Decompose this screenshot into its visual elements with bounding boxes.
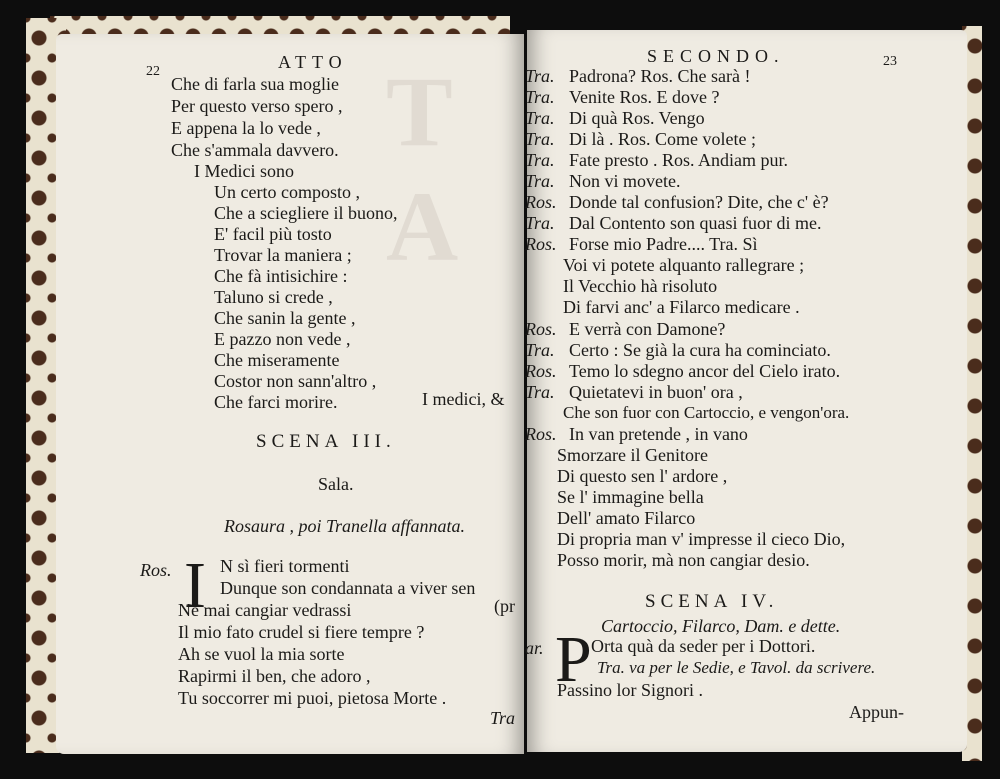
verse-line: Che fà intisichire :: [214, 266, 348, 286]
speaker-label: Tra.: [525, 171, 555, 191]
dialogue-line: E verrà con Damone?: [569, 319, 726, 339]
aria-line: Dunque son condannata a viver sen: [220, 578, 476, 598]
speaker-label: Ros.: [525, 361, 557, 381]
verse-line: Che a sciegliere il buono,: [214, 203, 398, 223]
dialogue-line: Quietatevi in buon' ora ,: [569, 382, 743, 402]
speaker-label: Tra.: [525, 108, 555, 128]
right-page: [527, 30, 967, 752]
stage-direction: Tra. va per le Sedie, e Tavol. da scrivere.: [597, 658, 876, 677]
speaker-label: Tra.: [525, 87, 555, 107]
final-line: Passino lor Signori .: [557, 680, 704, 700]
dialogue-line: Di farvi anc' a Filarco medicare .: [563, 297, 800, 317]
aria-line: Il mio fato crudel si fiere tempre ?: [178, 622, 425, 642]
dialogue-line: Di questo sen l' ardore ,: [557, 466, 728, 486]
speaker-label: Ros.: [525, 234, 557, 254]
dialogue-line: Forse mio Padre.... Tra. Sì: [569, 234, 758, 254]
scene-heading: SCENA III.: [256, 431, 396, 452]
verse-line: Che di farla sua moglie: [171, 74, 339, 94]
page-number: 22: [146, 64, 160, 79]
speaker-label: Ros.: [525, 319, 557, 339]
dialogue-line: In van pretende , in vano: [569, 424, 748, 444]
verse-line: Trovar la maniera ;: [214, 245, 352, 265]
speaker-label: Ros.: [525, 192, 557, 212]
verse-line: E pazzo non vede ,: [214, 329, 351, 349]
verse-line: Che farci morire.: [214, 392, 338, 412]
dialogue-line: Di propria man v' impresse il cieco Dio,: [557, 529, 846, 549]
aria-line-turnover: (pr: [494, 596, 515, 616]
dialogue-line: Che son fuor con Cartoccio, e vengon'ora.: [563, 403, 850, 422]
scene-characters: Cartoccio, Filarco, Dam. e dette.: [601, 616, 841, 636]
dialogue-line: Non vi movete.: [569, 171, 681, 191]
drop-cap: I: [184, 549, 206, 622]
verse-line: E' facil più tosto: [214, 224, 332, 244]
dialogue-line: Voi vi potete alquanto rallegrare ;: [563, 255, 805, 275]
verse-line: I medici, &: [422, 389, 505, 409]
speaker-label: Tra.: [525, 213, 555, 233]
aria-line: Tu soccorrer mi puoi, pietosa Morte .: [178, 688, 447, 708]
dialogue-line: Certo : Se già la cura ha cominciato.: [569, 340, 831, 360]
dialogue-line: Venite Ros. E dove ?: [569, 87, 720, 107]
catchword: Appun-: [849, 702, 904, 722]
dialogue-line: Il Vecchio hà risoluto: [563, 276, 718, 296]
verse-line: Per questo verso spero ,: [171, 96, 343, 116]
dialogue-line: Dell' amato Filarco: [557, 508, 696, 528]
speaker-label: ar.: [525, 638, 544, 658]
verse-line: Un certo composto ,: [214, 182, 360, 202]
scene-characters: Rosaura , poi Tranella affannata.: [224, 516, 466, 536]
running-head: ATTO: [278, 52, 348, 72]
speaker-label: Tra.: [525, 129, 555, 149]
dialogue-line: Temo lo sdegno ancor del Cielo irato.: [569, 361, 841, 381]
aria-line: Ah se vuol la mia sorte: [178, 644, 345, 664]
left-page: [56, 34, 524, 754]
dialogue-line: Donde tal confusion? Dite, che c' è?: [569, 192, 829, 212]
verse-line: I Medici sono: [194, 161, 294, 181]
scene-setting: Sala.: [318, 474, 354, 494]
speaker-label: Ros.: [525, 424, 557, 444]
verse-line: Che s'ammala davvero.: [171, 140, 339, 160]
speaker-label: Tra.: [525, 382, 555, 402]
dialogue-line: Smorzare il Genitore: [557, 445, 708, 465]
aria-line: Nè mai cangiar vedrassi: [178, 600, 352, 620]
dialogue-line: Padrona? Ros. Che sarà !: [569, 66, 751, 86]
speaker-label: Tra.: [525, 66, 555, 86]
dialogue-line: Di là . Ros. Come volete ;: [569, 129, 756, 149]
dialogue-line: Se l' immagine bella: [557, 487, 704, 507]
final-line: Orta quà da seder per i Dottori.: [591, 636, 816, 656]
dialogue-line: Posso morir, mà non cangiar desio.: [557, 550, 810, 570]
running-head: SECONDO.: [647, 46, 785, 66]
speaker-label: Tra.: [525, 340, 555, 360]
dialogue-line: Fate presto . Ros. Andiam pur.: [569, 150, 788, 170]
aria-line: Rapirmi il ben, che adoro ,: [178, 666, 371, 686]
verse-line: Costor non sann'altro ,: [214, 371, 377, 391]
verse-line: E appena la lo vede ,: [171, 118, 321, 138]
speaker-label: Tra.: [525, 150, 555, 170]
verse-line: Che sanin la gente ,: [214, 308, 356, 328]
aria-line: N sì fieri tormenti: [220, 556, 350, 576]
dialogue-line: Dal Contento son quasi fuor di me.: [569, 213, 822, 233]
verse-line: Taluno si crede ,: [214, 287, 333, 307]
page-number: 23: [883, 54, 897, 69]
catchword: Tra: [490, 708, 516, 728]
bleed-through-ghost: T A: [386, 56, 489, 282]
speaker-label: Ros.: [140, 560, 172, 580]
dialogue-line: Di quà Ros. Vengo: [569, 108, 705, 128]
scene-heading: SCENA IV.: [645, 591, 779, 612]
verse-line: Che miseramente: [214, 350, 340, 370]
drop-cap: P: [555, 623, 592, 696]
